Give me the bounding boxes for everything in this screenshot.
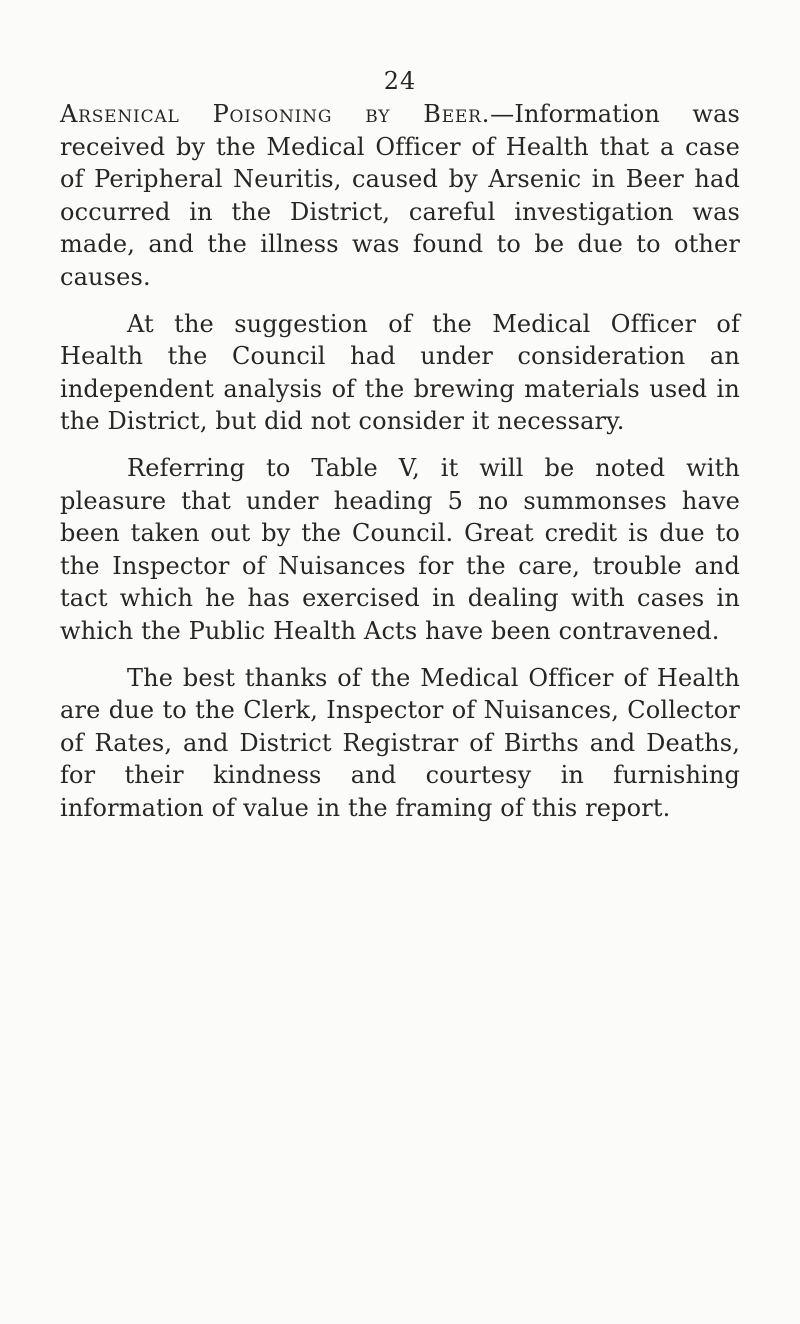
report-body xyxy=(60,98,740,824)
paragraph-text: —Information was received by the Medical Officer of Health that a case of Peripheral Neuritis, caused by Arsenic in Beer had occurred in the District, careful investigation was made, and the illness was found to be due to other causes. xyxy=(60,100,741,291)
paragraph-acknowledgements xyxy=(60,662,740,825)
paragraph-text: The best thanks of the Medical Officer of Health are due to the Clerk, Inspector of Nuisances, Collector of Rates, and District Registrar of Births and Deaths, for their kindness and courtesy in furnishing information of value in the framing of this report. xyxy=(60,663,740,822)
paragraph-text: Referring to Table V, it will be noted with pleasure that under heading 5 no summonses have been taken out by the Council. Great credit is due to the Inspector of Nuisances for the care, trouble and tact which he has exercised in dealing with cases in which the Public Health Acts have been contravened. xyxy=(60,453,740,645)
section-heading-arsenical-poisoning: Arsenical Poisoning by Beer. xyxy=(60,100,491,128)
paragraph-text: At the suggestion of the Medical Officer of Health the Council had under consideration an independent analysis of the brewing materials used in the District, but did not consider it necessary. xyxy=(60,309,740,436)
paragraph-arsenical-poisoning xyxy=(60,98,740,294)
paragraph-table-v xyxy=(60,452,740,648)
page-number: 24 xyxy=(383,67,417,95)
paragraph-independent-analysis xyxy=(60,308,740,438)
